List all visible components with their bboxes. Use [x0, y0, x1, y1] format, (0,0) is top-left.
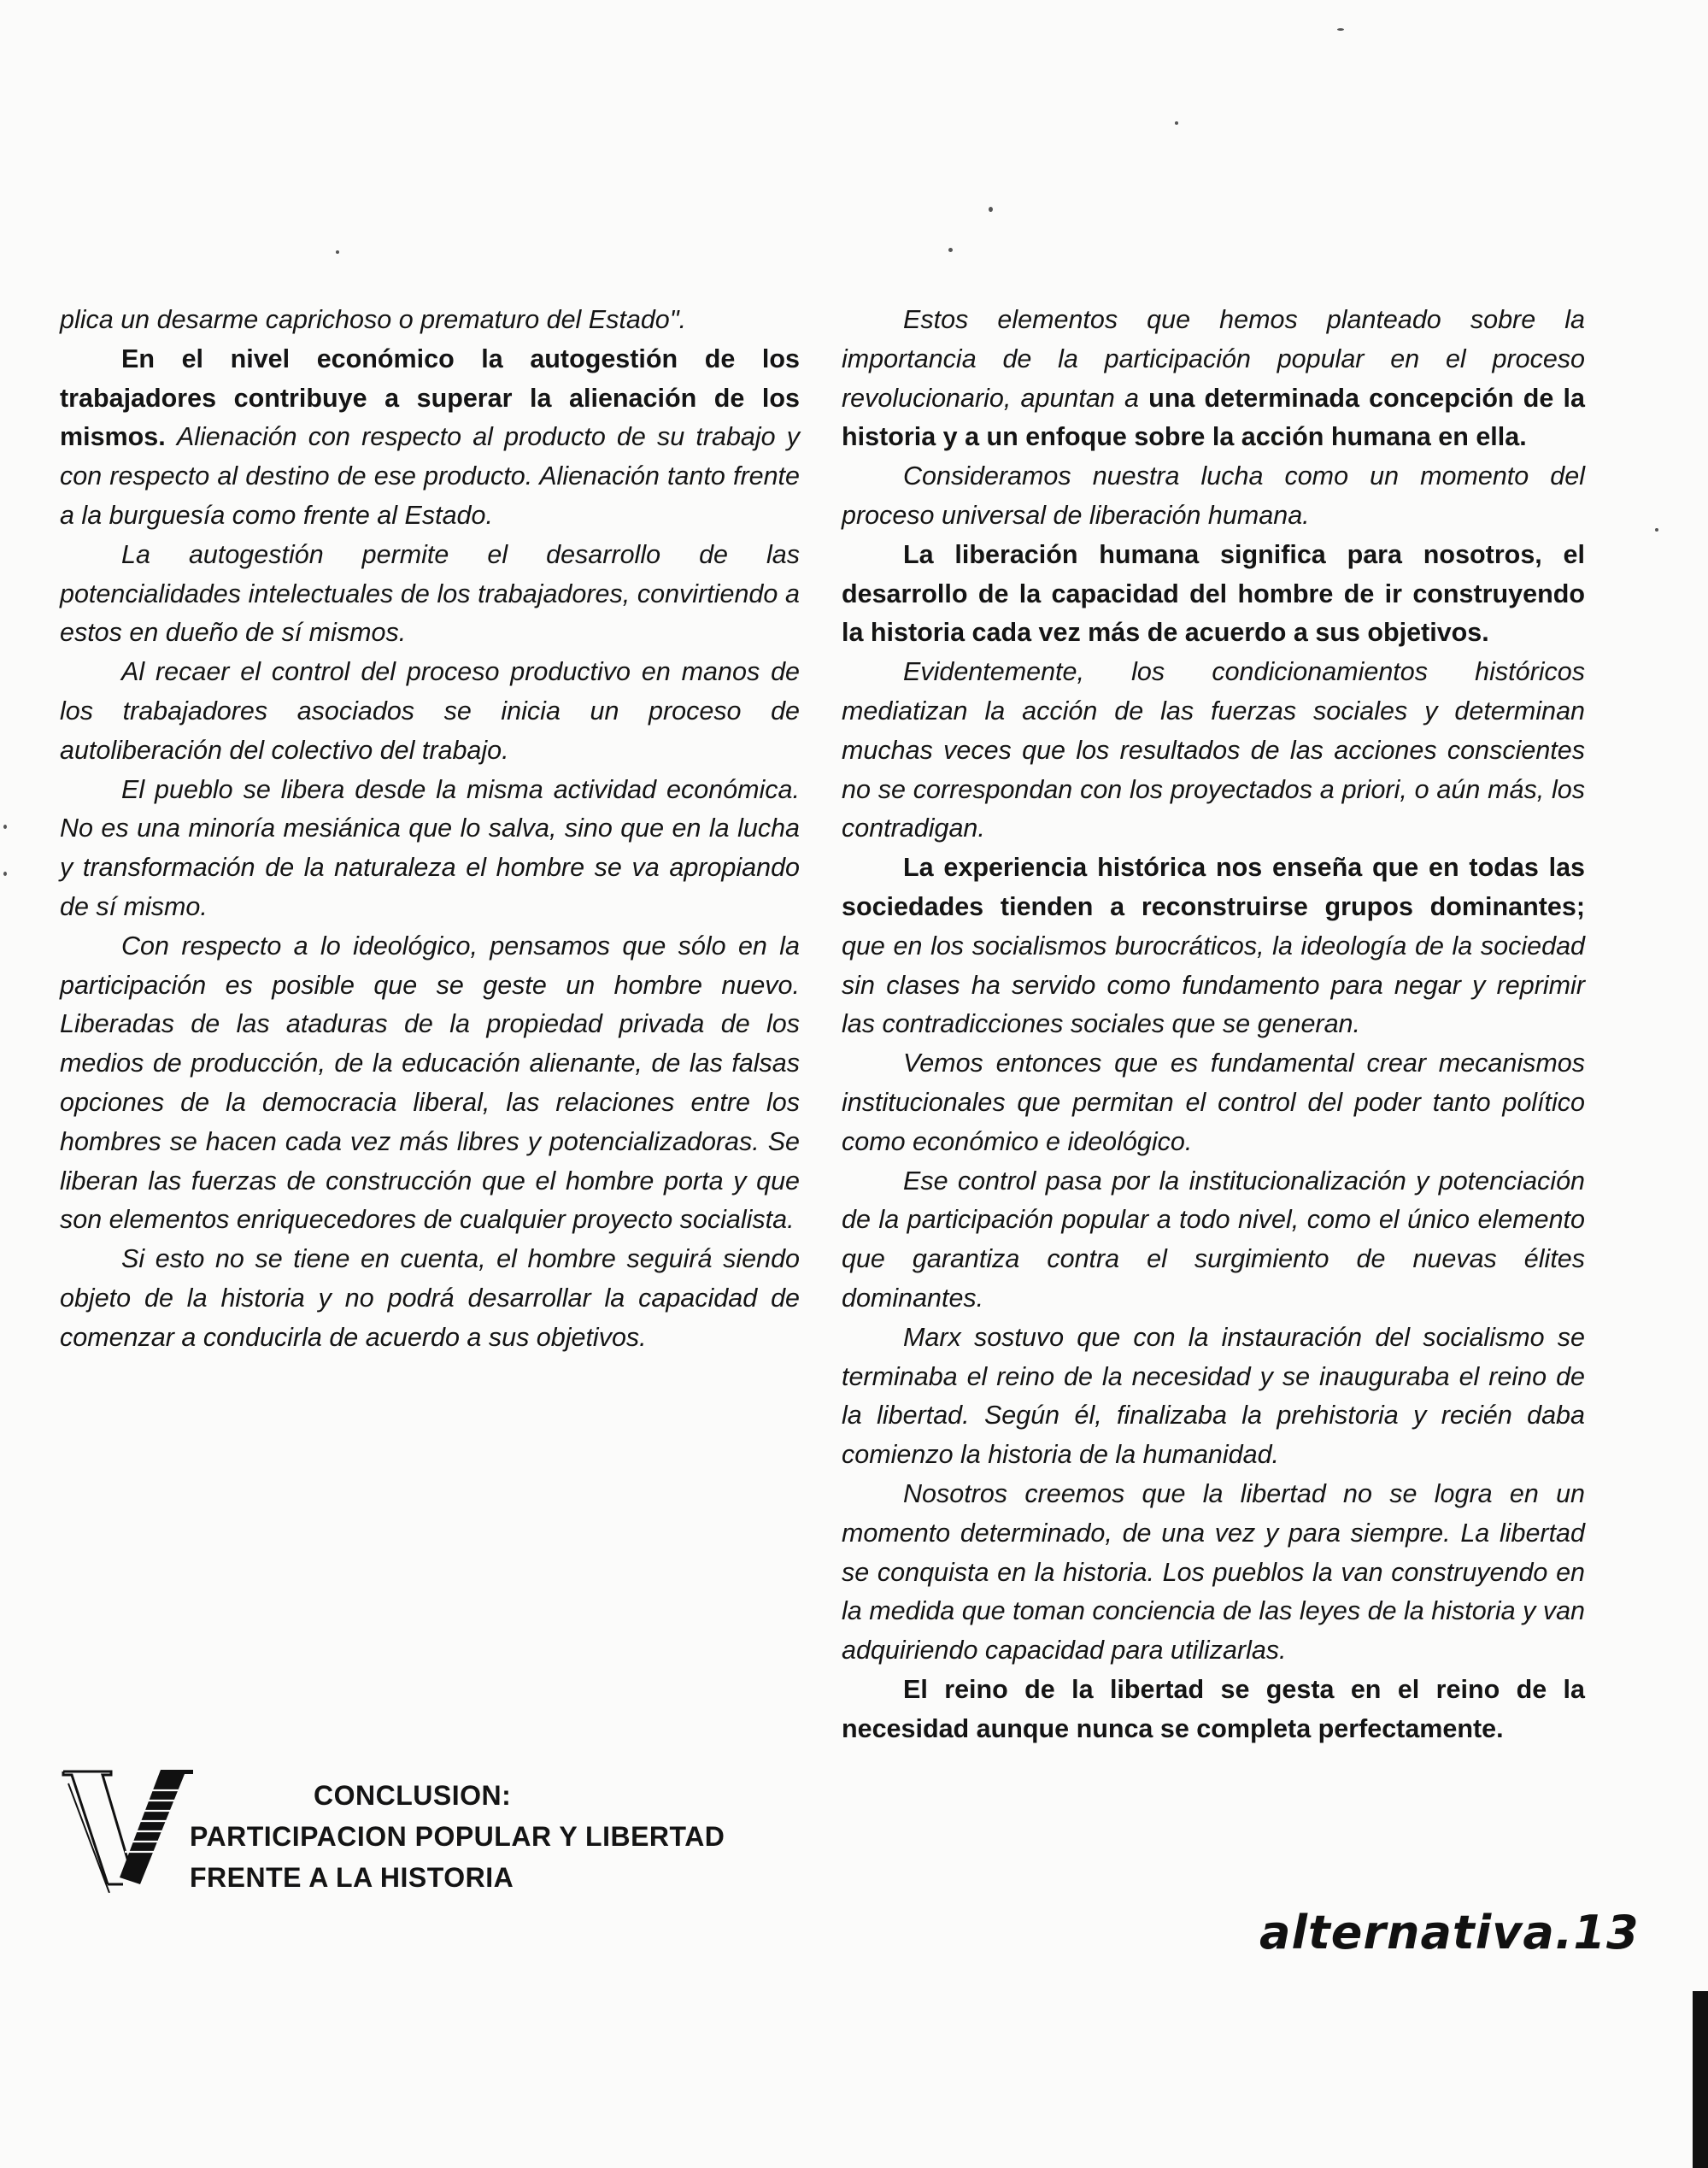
paragraph — [60, 1240, 800, 1357]
bold-text: La experiencia histórica nos enseña que en todas las sociedades tienden a reconstruirse grupos dominantes; — [842, 853, 1585, 921]
roman-numeral-v-logo — [60, 1765, 197, 1893]
paragraph — [842, 536, 1585, 653]
italic-text: Consideramos nuestra lucha como un momento del proceso universal de liberación humana. — [842, 461, 1585, 530]
paragraph — [60, 340, 800, 536]
paragraph — [842, 1671, 1585, 1749]
italic-text: Ese control pasa por la institucionalización y potenciación de la participación popular a todo nivel, como el único elemento que garantiza contra el surgimiento de nuevas élites dominantes. — [842, 1166, 1585, 1313]
scan-speck — [948, 248, 953, 252]
paragraph — [842, 1162, 1585, 1319]
bold-text: La liberación humana significa para nosotros, el desarrollo de la capacidad del hombre de ir construyendo la historia cada vez más de acuerdo a sus objetivos. — [842, 539, 1585, 648]
paragraph — [842, 1319, 1585, 1475]
paragraph — [60, 653, 800, 770]
heading-line-2: PARTICIPACION POPULAR Y LIBERTAD — [190, 1821, 725, 1852]
italic-text: Con respecto a lo ideológico, pensamos que sólo en la participación es posible que se geste un hombre nuevo. Liberadas de las ataduras de la propiedad privada de los medios de producción, de la educación alienante, de las falsas opciones de la democracia liberal, las relaciones entre los hombres se hacen cada vez más libres y potencializadoras. Se liberan las fuerzas de construcción que el hombre porta y que son elementos enriquecedores de cualquier proyecto socialista. — [60, 931, 800, 1235]
paragraph — [60, 927, 800, 1240]
scan-speck — [3, 872, 7, 876]
italic-text: Estos elementos que hemos planteado sobre la importancia de la participación popular en el proceso revolucionario, apuntan a — [842, 305, 1585, 413]
paragraph — [60, 771, 800, 927]
italic-text: El pueblo se libera desde la misma actividad económica. No es una minoría mesiánica que lo salva, sino que en la lucha y transformación de la naturaleza el hombre se va apropiando de sí mismo. — [60, 774, 800, 921]
right-column — [842, 301, 1585, 1748]
scan-edge-bar — [1693, 1991, 1708, 2168]
scan-speck — [336, 250, 339, 254]
paragraph — [842, 653, 1585, 849]
magazine-page-footer: alternativa.13 — [1259, 1906, 1640, 1959]
italic-text: Alienación con respecto al producto de su trabajo y con respecto al destino de ese producto. Alienación tanto frente a la burguesía como frente al Estado. — [60, 422, 800, 530]
bold-text: El reino de la libertad se gesta en el reino de la necesidad aunque nunca se completa perfectamente. — [842, 1674, 1585, 1743]
section-heading — [190, 1775, 725, 1898]
italic-text: plica un desarme caprichoso o prematuro del Estado". — [60, 305, 687, 334]
heading-line-3: FRENTE A LA HISTORIA — [190, 1862, 514, 1893]
paragraph — [60, 536, 800, 653]
italic-text: Si esto no se tiene en cuenta, el hombre seguirá siendo objeto de la historia y no podrá desarrollar la capacidad de comenzar a conducirla de acuerdo a sus objetivos. — [60, 1244, 800, 1352]
bold-text: una determinada concepción de la historia y a un enfoque sobre la acción humana en ella. — [842, 383, 1585, 452]
italic-text: que en los socialismos burocráticos, la ideología de la sociedad sin clases ha servido como fundamento para negar y reprimir las contradicciones sociales que se generan. — [842, 931, 1585, 1039]
heading-line-1: CONCLUSION: — [314, 1780, 512, 1811]
italic-text: Nosotros creemos que la libertad no se logra en un momento determinado, de una vez y para siempre. La libertad se conquista en la historia. Los pueblos la van construyendo en la medida que toman conciencia de las leyes de la historia y van adquiriendo capacidad para utilizarlas. — [842, 1478, 1585, 1666]
left-column — [60, 301, 800, 1358]
italic-text: La autogestión permite el desarrollo de las potencialidades intelectuales de los trabajadores, convirtiendo a estos en dueño de sí mismos. — [60, 539, 800, 648]
italic-text: Al recaer el control del proceso productivo en manos de los trabajadores asociados se inicia un proceso de autoliberación del colectivo del trabajo. — [60, 657, 800, 765]
italic-text: Marx sostuvo que con la instauración del socialismo se terminaba el reino de la necesidad y se inauguraba el reino de la libertad. Según él, finalizaba la prehistoria y recién daba comienzo la historia de la humanidad. — [842, 1322, 1585, 1470]
section-header — [60, 1765, 829, 1901]
paragraph — [842, 1475, 1585, 1671]
scan-speck — [1175, 121, 1178, 125]
scan-speck — [989, 207, 993, 212]
scan-speck — [1655, 528, 1658, 532]
scan-speck — [1337, 28, 1344, 31]
italic-text: Vemos entonces que es fundamental crear mecanismos institucionales que permitan el control del poder tanto político como económico e ideológico. — [842, 1049, 1585, 1156]
paragraph — [60, 301, 800, 340]
paragraph — [842, 301, 1585, 457]
italic-text: Evidentemente, los condicionamientos históricos mediatizan la acción de las fuerzas sociales y determinan muchas veces que los resultados de las acciones conscientes no se correspondan con los proyectados a priori, o aún más, los contradigan. — [842, 657, 1585, 843]
paragraph — [842, 1044, 1585, 1161]
paragraph — [842, 849, 1585, 1044]
paragraph — [842, 457, 1585, 536]
bold-text: En el nivel económico la autogestión de los trabajadores contribuye a superar la alienación de los mismos. — [60, 344, 800, 452]
scan-speck — [3, 825, 7, 829]
